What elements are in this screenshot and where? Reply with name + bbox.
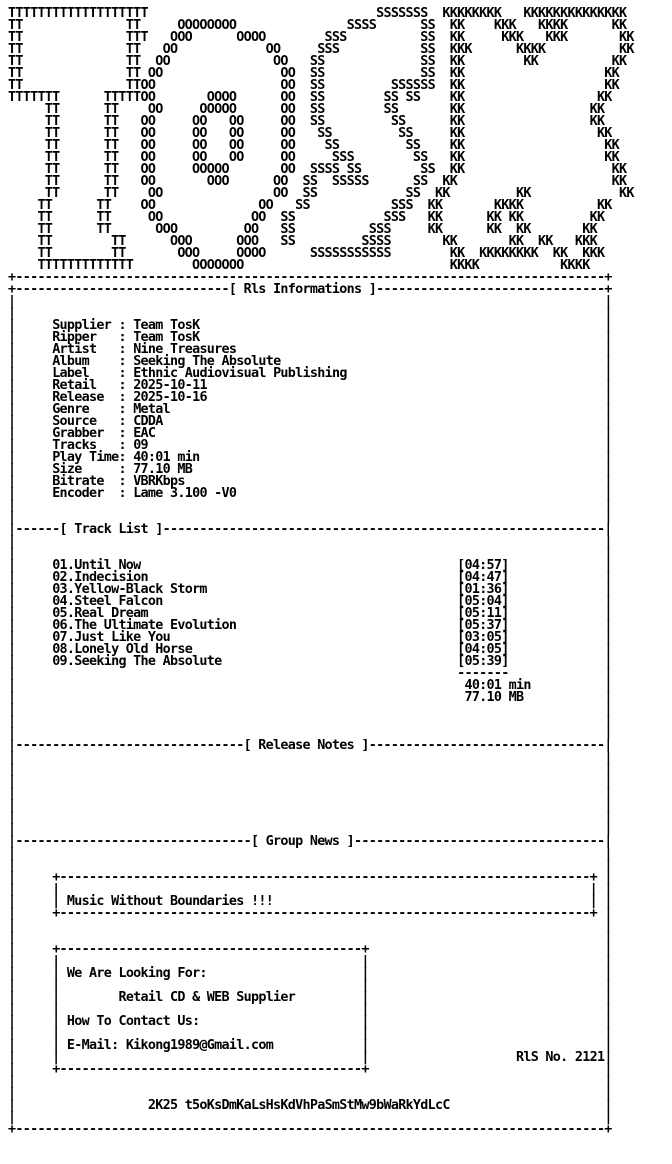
track-title: 05.Real Dream	[52, 606, 148, 621]
logo-row: TT TT OOOOOOOO SSSS SS KK KKK KKKK KK	[8, 18, 627, 33]
info-label: Encoder	[52, 486, 119, 501]
blank-line: | |	[8, 726, 612, 741]
track-duration: [01:36]	[457, 582, 509, 597]
contact-box-bottom: | +-----------------------------------------+ |	[8, 1062, 612, 1077]
logo-row: TT TT OO OO SS SS KK KK KK	[8, 186, 634, 201]
footer-line: 2K25 t5oKsDmKaLsHsKdVhPaSmStMw9bWaRkYdLcC	[147, 1098, 450, 1113]
release-info-row: | Play Time: 40:01 min |	[8, 450, 612, 465]
track-title: 04.Steel Falcon	[52, 594, 163, 609]
total-size: 77.10 MB	[464, 690, 524, 705]
release-info-row: | Album : Seeking The Absolute |	[8, 354, 612, 369]
track-duration: [05:11]	[457, 606, 509, 621]
release-info-row: | Grabber : EAC |	[8, 426, 612, 441]
release-info-row: | Release : 2025-10-16 |	[8, 390, 612, 405]
contact-box-pad-rls: | | | RlS No. 2121|	[8, 1050, 612, 1065]
totals-separator: | ------- |	[8, 666, 612, 681]
info-value: Metal	[133, 402, 170, 417]
logo-row: TT TT OO OO OO OO SS SS KK KK	[8, 138, 620, 153]
info-value: 2025-10-16	[133, 390, 207, 405]
track-title: 07.Just Like You	[52, 630, 170, 645]
logo-row: TT TTT OOO OOOO SSS SS KK KKK KKK KK	[8, 30, 634, 45]
blank-line: | |	[8, 798, 612, 813]
info-label: Release	[52, 390, 119, 405]
wanted-role: | | Retail CD & WEB Supplier | |	[8, 990, 612, 1005]
logo-row: TT TT OO OO SS SS KK KK KK	[8, 54, 627, 69]
contact-label: How To Contact Us:	[66, 1014, 200, 1029]
news-box-pad: | | | |	[8, 882, 612, 897]
contact-box-pad: | | | |	[8, 1002, 612, 1017]
looking-for-label: | | We Are Looking For: | |	[8, 966, 612, 981]
track-duration: [04:57]	[457, 558, 509, 573]
contact-email: | | E-Mail: Kikong1989@Gmail.com | |	[8, 1038, 612, 1053]
border: +--------------------------------------------------------------------------------+	[8, 270, 612, 285]
info-value: 2025-10-11	[133, 378, 207, 393]
blank-line: | |	[8, 930, 612, 945]
info-value: 40:01 min	[133, 450, 200, 465]
info-value: EAC	[133, 426, 156, 441]
contact-email: E-Mail: Kikong1989@Gmail.com	[66, 1038, 274, 1053]
blank-line: | |	[8, 774, 612, 789]
logo-row: TT TT OO OO OO OO SSS SS KK KK	[8, 150, 620, 165]
track-row: | 01.Until Now [04:57] |	[8, 558, 612, 573]
info-label: Play Time	[52, 450, 119, 465]
rls-info-header: +-----------------------------[ Rls Informations ]-------------------------------+	[8, 282, 612, 297]
contact-box-border: +-----------------------------------------+	[52, 1062, 369, 1077]
release-info-row: | Bitrate : VBRKbps |	[8, 474, 612, 489]
nfo-document	[8, 8, 634, 1136]
info-value: Team TosK	[133, 330, 200, 345]
track-duration: [04:05]	[457, 642, 509, 657]
track-duration: [05:04]	[457, 594, 509, 609]
release-info-row: | Artist : Nine Treasures |	[8, 342, 612, 357]
blank-line: | |	[8, 702, 612, 717]
release-info-row: | Retail : 2025-10-11 |	[8, 378, 612, 393]
info-label: Source	[52, 414, 119, 429]
blank-line: | |	[8, 534, 612, 549]
logo-row: TT TT OOO OOOO SSSSSSSSSSS KK KKKKKKKK KK KKK	[8, 246, 605, 261]
logo-row: TT TTOO OO SS SSSSSS KK KK	[8, 78, 620, 93]
blank-line: | |	[8, 846, 612, 861]
logo-row: TT TT OO OO OO OO SS SS KK KK	[8, 114, 605, 129]
track-title: 06.The Ultimate Evolution	[52, 618, 237, 633]
logo-row: TT TT OOO OO SS SSS KK KK KK KK	[8, 222, 597, 237]
contact-box-pad: | | | |	[8, 978, 612, 993]
blank-line: | |	[8, 750, 612, 765]
info-value: Ethnic Audiovisual Publishing	[133, 366, 347, 381]
logo-row: TTTTTTTTTTTTT OOOOOOO KKKK KKKK	[8, 258, 590, 273]
track-duration: [04:47]	[457, 570, 509, 585]
news-box-border: +------------------------------------------------------------------------+	[52, 870, 597, 885]
info-value: VBRKbps	[133, 474, 185, 489]
blank-line: | |	[8, 762, 612, 777]
totals-size: | 77.10 MB |	[8, 690, 612, 705]
blank-line: | |	[8, 714, 612, 729]
track-duration: [03:05]	[457, 630, 509, 645]
blank-line: | |	[8, 306, 612, 321]
track-list-header: |------[ Track List ]------------------------------------------------------------|	[8, 522, 612, 537]
logo-row: TT TT OO OO SS SS KK KK	[8, 66, 620, 81]
release-info-row: | Ripper : Team TosK |	[8, 330, 612, 345]
logo-row: TT TT OO OO SS SSS KK KKKK KK	[8, 198, 612, 213]
logo-row: TT TT OO OO OO OO SS SS KK KK	[8, 126, 612, 141]
track-row: | 05.Real Dream [05:11] |	[8, 606, 612, 621]
track-duration: [05:37]	[457, 618, 509, 633]
blank-line: | |	[8, 786, 612, 801]
contact-label: | | How To Contact Us: | |	[8, 1014, 612, 1029]
total-time: 40:01 min	[464, 678, 531, 693]
release-info-row: | Supplier : Team TosK |	[8, 318, 612, 333]
news-box-bottom: | +------------------------------------------------------------------------+ |	[8, 906, 612, 921]
track-title: 01.Until Now	[52, 558, 141, 573]
track-duration: [05:39]	[457, 654, 509, 669]
contact-box-pad: | | | |	[8, 954, 612, 969]
news-box-border: +------------------------------------------------------------------------+	[52, 906, 597, 921]
blank-line: | |	[8, 498, 612, 513]
track-row: | 03.Yellow-Black Storm [01:36] |	[8, 582, 612, 597]
wanted-role: Retail CD & WEB Supplier	[118, 990, 296, 1005]
info-label: Ripper	[52, 330, 119, 345]
release-info-row: | Encoder : Lame 3.100 -V0 |	[8, 486, 612, 501]
blank-line: | |	[8, 822, 612, 837]
border: +--------------------------------------------------------------------------------+	[8, 1122, 612, 1137]
logo-row: TTTTTTTTTTTTTTTTTTT SSSSSSS KKKKKKKK KKKKKKKKKKKKKK	[8, 6, 627, 21]
info-value: 77.10 MB	[133, 462, 193, 477]
info-value: Lame 3.100 -V0	[133, 486, 237, 501]
logo-row: TT TT OO OO SS SSS KK KK KK KK	[8, 210, 605, 225]
info-label: Bitrate	[52, 474, 119, 489]
track-row: | 09.Seeking The Absolute [05:39] |	[8, 654, 612, 669]
info-label: Size	[52, 462, 119, 477]
totals-separator: -------	[457, 666, 509, 681]
news-box-top: | +------------------------------------------------------------------------+ |	[8, 870, 612, 885]
totals-time: | 40:01 min |	[8, 678, 612, 693]
group-news-header: |--------------------------------[ Group News ]----------------------------------|	[8, 834, 612, 849]
release-info-row: | Source : CDDA |	[8, 414, 612, 429]
blank-line: | |	[8, 1086, 612, 1101]
info-value: Team TosK	[133, 318, 200, 333]
track-title: 02.Indecision	[52, 570, 148, 585]
release-info-row: | Label : Ethnic Audiovisual Publishing |	[8, 366, 612, 381]
bottom-border	[8, 1122, 612, 1137]
logo-row: TT TT OO OOOOO OO SSSS SS SS KK KK	[8, 162, 627, 177]
blank-line: | |	[8, 294, 612, 309]
looking-for-label: We Are Looking For:	[66, 966, 207, 981]
blank-line: | |	[8, 858, 612, 873]
info-label: Retail	[52, 378, 119, 393]
contact-box-top: | +-----------------------------------------+ |	[8, 942, 612, 957]
news-motto-row: | | Music Without Boundaries !!! | |	[8, 894, 612, 909]
logo-row: TTTTTTT TTTTTOO OOOO OO SS SS SS KK KK	[8, 90, 612, 105]
info-value: Nine Treasures	[133, 342, 237, 357]
info-value: CDDA	[133, 414, 163, 429]
info-value: Seeking The Absolute	[133, 354, 281, 369]
logo-row: TT TT OO OO SSS SS KKK KKKK KK	[8, 42, 634, 57]
track-title: 09.Seeking The Absolute	[52, 654, 222, 669]
info-label: Album	[52, 354, 119, 369]
info-label: Label	[52, 366, 119, 381]
release-info-row: | Tracks : 09 |	[8, 438, 612, 453]
track-row: | 02.Indecision [04:47] |	[8, 570, 612, 585]
track-title: 08.Lonely Old Horse	[52, 642, 193, 657]
info-value: 09	[133, 438, 148, 453]
track-row: | 07.Just Like You [03:05] |	[8, 630, 612, 645]
release-number: RlS No. 2121	[515, 1050, 605, 1065]
blank-line: | |	[8, 546, 612, 561]
info-label: Artist	[52, 342, 119, 357]
blank-line: | |	[8, 1074, 612, 1089]
contact-box-pad: | | | |	[8, 1026, 612, 1041]
blank-line: | |	[8, 918, 612, 933]
logo-row: TT TT OOO OOO SS SSSS KK KK KK KKK	[8, 234, 597, 249]
info-label: Grabber	[52, 426, 119, 441]
track-row: | 04.Steel Falcon [05:04] |	[8, 594, 612, 609]
blank-line: | |	[8, 810, 612, 825]
info-label: Tracks	[52, 438, 119, 453]
logo-row: TT TT OO OOO OO SS SSSSS SS KK KK	[8, 174, 627, 189]
release-info-row: | Size : 77.10 MB |	[8, 462, 612, 477]
track-row: | 06.The Ultimate Evolution [05:37] |	[8, 618, 612, 633]
release-info-row: | Genre : Metal |	[8, 402, 612, 417]
track-title: 03.Yellow-Black Storm	[52, 582, 207, 597]
track-row: | 08.Lonely Old Horse [04:05] |	[8, 642, 612, 657]
logo-row: TT TT OO OOOOO OO SS SS KK KK	[8, 102, 605, 117]
blank-line: | |	[8, 510, 612, 525]
info-label: Genre	[52, 402, 119, 417]
info-label: Supplier	[52, 318, 119, 333]
footer-line-row: | 2K25 t5oKsDmKaLsHsKdVhPaSmStMw9bWaRkYdLcC |	[8, 1098, 612, 1113]
blank-line: | |	[8, 1110, 612, 1125]
news-motto: Music Without Boundaries !!!	[66, 894, 274, 909]
release-notes-header: |-------------------------------[ Release Notes ]--------------------------------|	[8, 738, 612, 753]
contact-box-border: +-----------------------------------------+	[52, 942, 369, 957]
